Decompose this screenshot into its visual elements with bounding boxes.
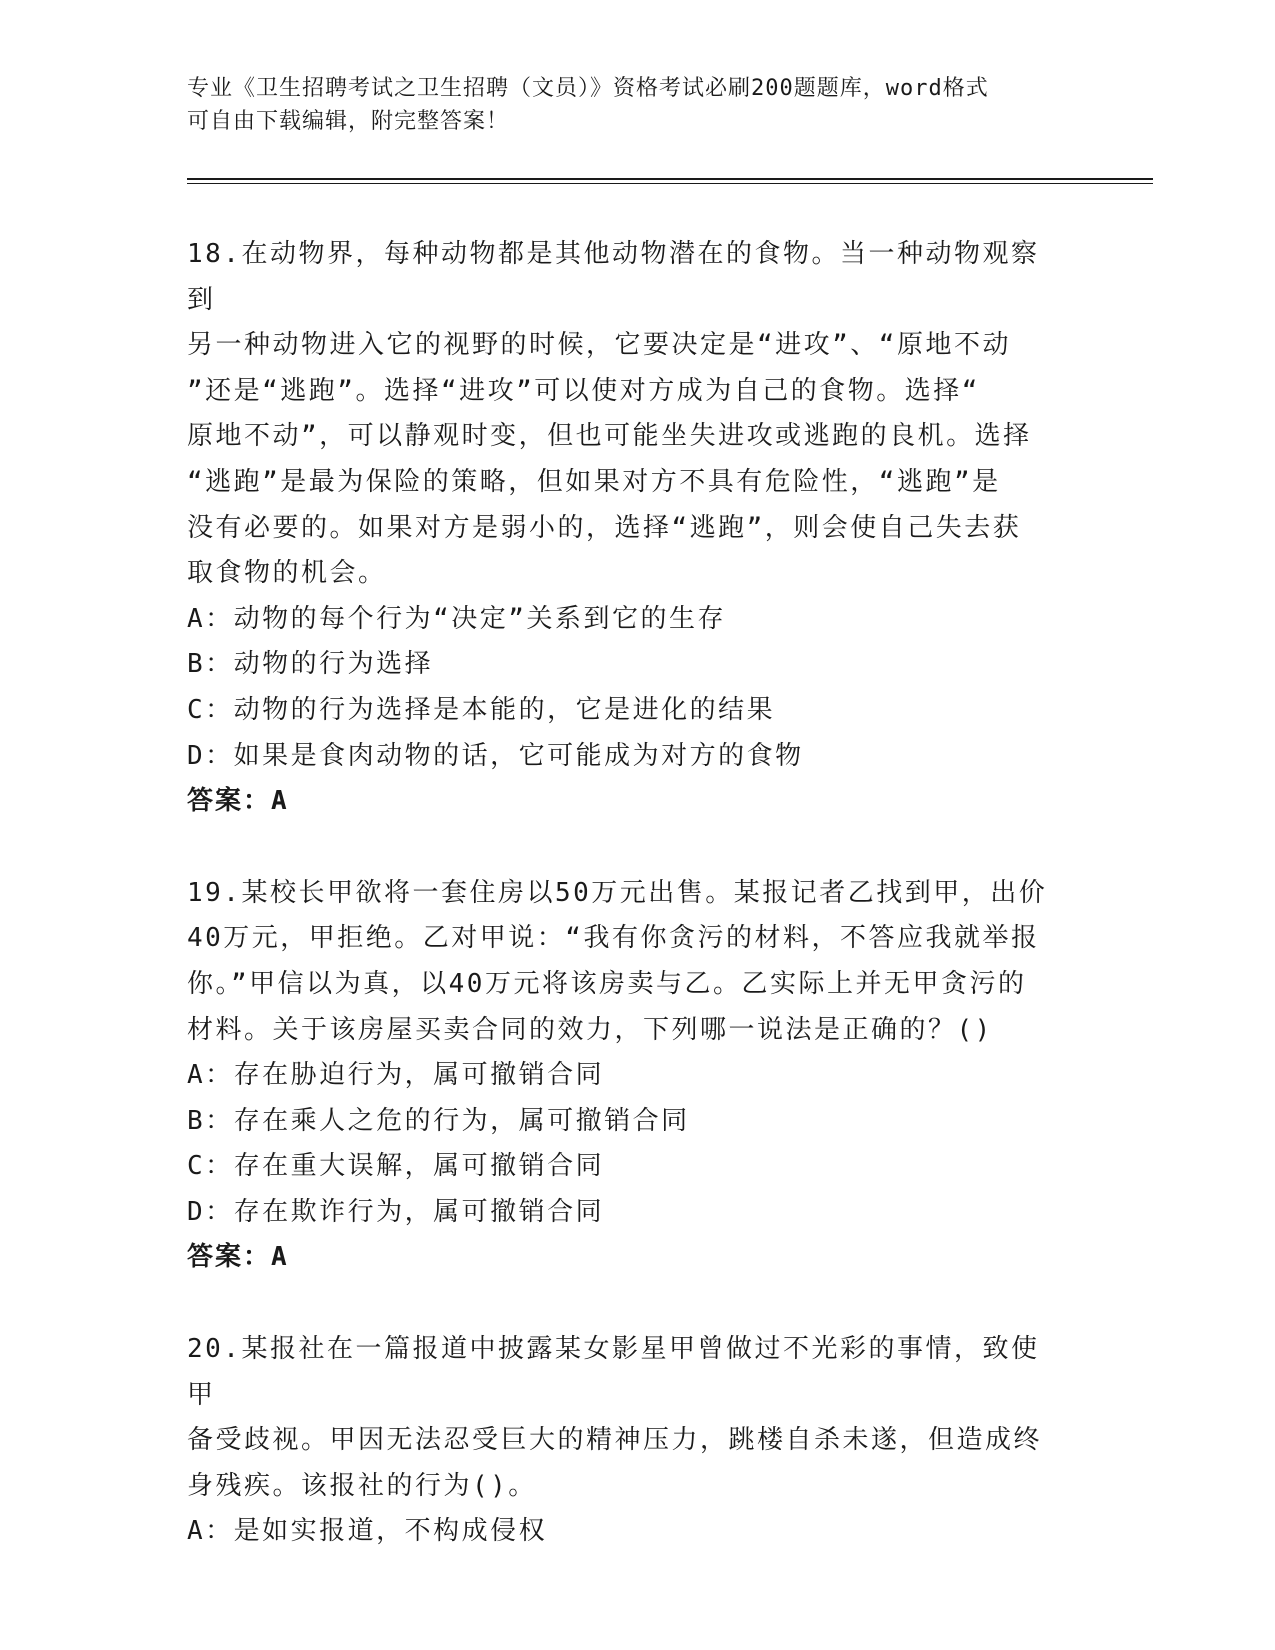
answer-label: 答案： xyxy=(187,1242,272,1273)
option-c: C：动物的行为选择是本能的，它是进化的结果 xyxy=(187,694,776,725)
option-a: A：存在胁迫行为，属可撤销合同 xyxy=(187,1060,605,1091)
header-divider xyxy=(187,178,1153,184)
option-c: C：存在重大误解，属可撤销合同 xyxy=(187,1151,605,1182)
question-20 xyxy=(187,1327,1067,1555)
option-d: D：如果是食肉动物的话，它可能成为对方的食物 xyxy=(187,740,804,771)
option-a: A：是如实报道，不构成侵权 xyxy=(187,1516,548,1547)
question-text: 20.某报社在一篇报道中披露某女影星甲曾做过不光彩的事情，致使甲 备受歧视。甲因无法忍受巨大的精神压力，跳楼自杀未遂，但造成终 身残疾。该报社的行为()。 xyxy=(187,1334,1043,1501)
header-title: 专业《卫生招聘考试之卫生招聘（文员）》资格考试必刷200题题库，word格式 可自由下载编辑，附完整答案！ xyxy=(187,76,989,134)
option-b: B：存在乘人之危的行为，属可撤销合同 xyxy=(187,1105,690,1136)
option-d: D：存在欺诈行为，属可撤销合同 xyxy=(187,1196,605,1227)
answer-value: A xyxy=(271,1242,289,1273)
option-b: B：动物的行为选择 xyxy=(187,649,434,680)
answer-value: A xyxy=(271,786,289,817)
question-list xyxy=(187,232,1067,1601)
question-text: 19.某校长甲欲将一套住房以50万元出售。某报记者乙找到甲，出价 40万元，甲拒绝。乙对甲说：“我有你贪污的材料，不答应我就举报 你。”甲信以为真，以40万元将该房卖与乙。乙实际上并无甲贪污的 材料。关于该房屋买卖合同的效力，下列哪一说法是正确的？() xyxy=(187,877,1048,1045)
question-text: 18.在动物界，每种动物都是其他动物潜在的食物。当一种动物观察到 另一种动物进入它的视野的时候，它要决定是“进攻”、“原地不动 ”还是“逃跑”。选择“进攻”可以使对方成为自己的食物。选择“ 原地不动”，可以静观时变，但也可能坐失进攻或逃跑的良机。选择 “逃跑”是最为保险的策略，但如果对方不具有危险性，“逃跑”是 没有必要的。如果对方是弱小的，选择“逃跑”，则会使自己失去获 取食物的机会。 xyxy=(187,239,1040,589)
answer-line xyxy=(187,779,1067,825)
question-18 xyxy=(187,232,1067,825)
answer-line xyxy=(187,1235,1067,1281)
question-19 xyxy=(187,871,1067,1281)
document-header xyxy=(187,72,1067,138)
answer-label: 答案： xyxy=(187,786,272,817)
option-a: A：动物的每个行为“决定”关系到它的生存 xyxy=(187,603,726,634)
